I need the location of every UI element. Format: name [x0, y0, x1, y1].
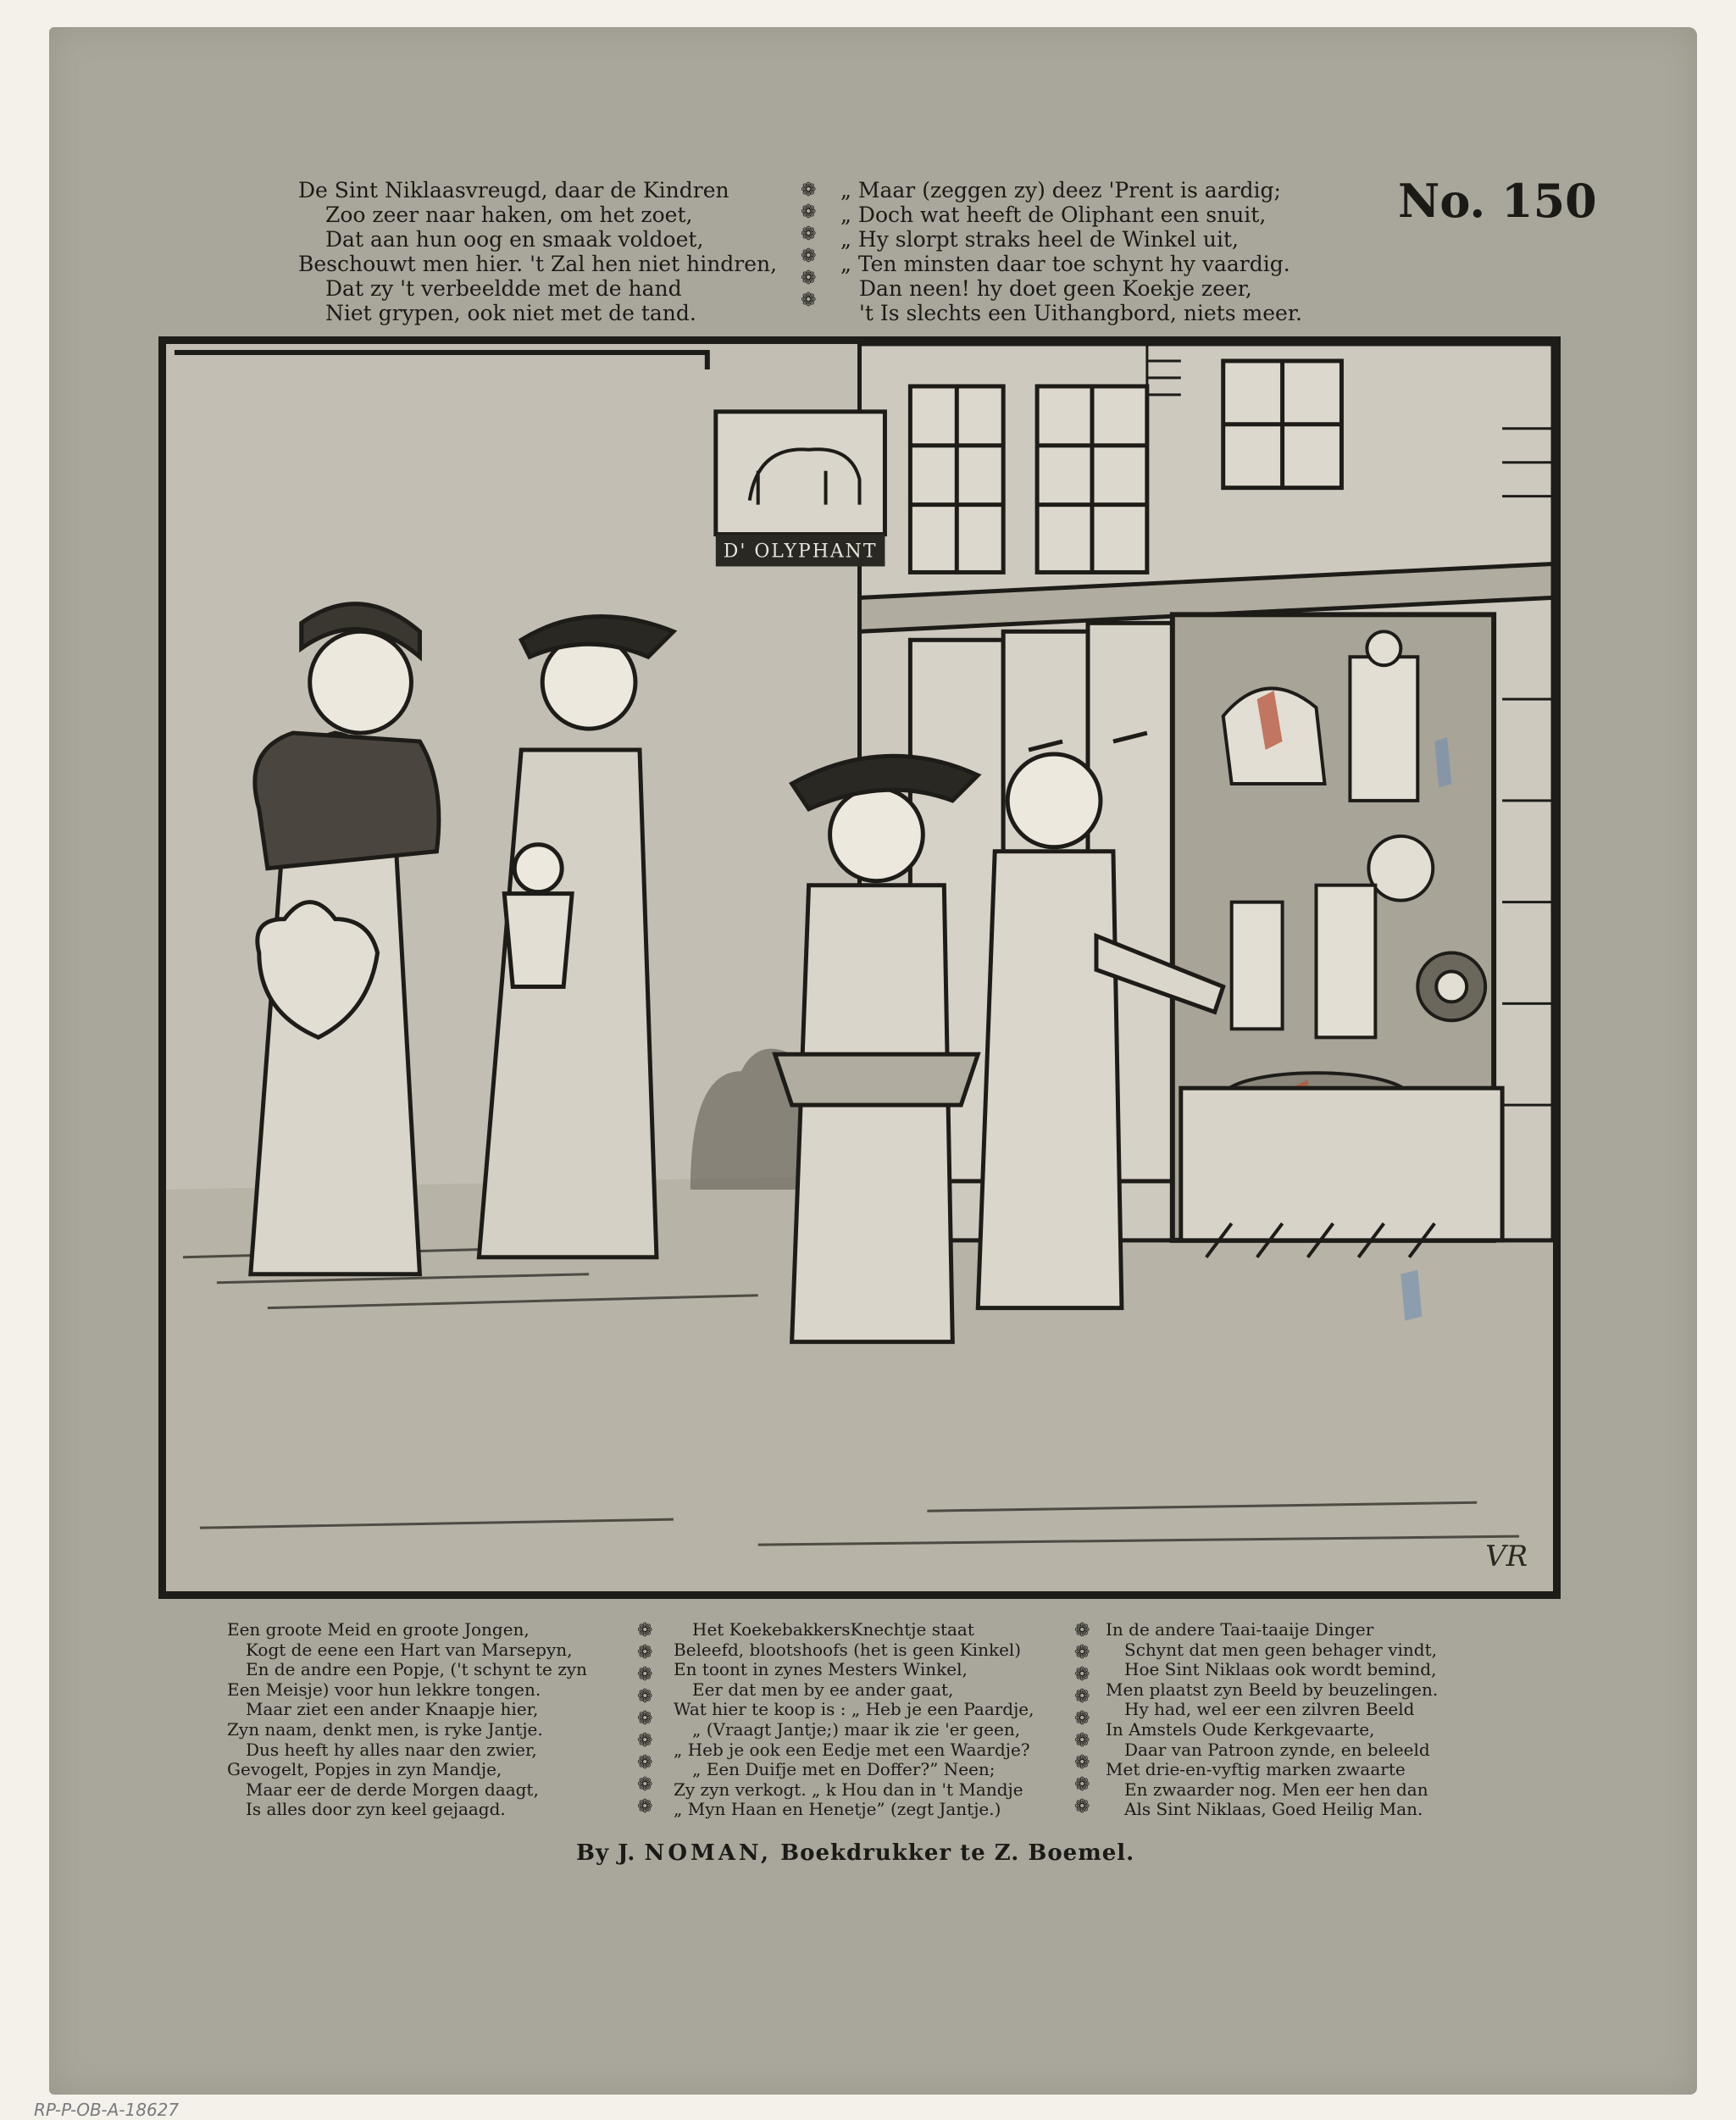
verse-line: Hy had, wel eer een zilvren Beeld: [1124, 1699, 1415, 1720]
flower-ornament-icon: ❁: [1074, 1774, 1090, 1795]
imprint-printer-name: NOMAN,: [644, 1840, 773, 1866]
flower-ornament-icon: ❁: [637, 1730, 653, 1751]
flower-ornament-icon: ❁: [1074, 1730, 1090, 1751]
verse-line: „ Ten minsten daar toe schynt hy vaardig.: [840, 252, 1290, 276]
verse-line: „ Maar (zeggen zy) deez 'Prent is aardig;: [840, 178, 1281, 203]
flower-ornament-icon: ❁: [637, 1774, 653, 1795]
verse-line: Hoe Sint Niklaas ook wordt bemind,: [1124, 1659, 1437, 1680]
verse-line: Beleefd, blootshoofs (het is geen Kinkel): [674, 1639, 1022, 1660]
verse-top-left: [298, 178, 777, 325]
flower-ornament-icon: ❁: [801, 290, 817, 311]
verse-line: Maar ziet een ander Knaapje hier,: [246, 1699, 539, 1720]
verse-line: Dan neen! hy doet geen Koekje zeer,: [859, 276, 1252, 301]
verse-line: Als Sint Niklaas, Goed Heilig Man.: [1124, 1799, 1423, 1820]
flower-ornament-icon: ❁: [1074, 1752, 1090, 1773]
verse-line: „ Myn Haan en Henetje” (zegt Jantje.): [674, 1799, 1001, 1820]
flower-ornament-icon: ❁: [1074, 1796, 1090, 1818]
verse-line: Dat zy 't verbeeldde met de hand: [325, 276, 682, 301]
flower-ornament-icon: ❁: [801, 180, 817, 201]
verse-line: In Amstels Oude Kerkgevaarte,: [1106, 1718, 1375, 1740]
verse-bottom-col3: [1106, 1620, 1438, 1820]
flower-ornament-icon: ❁: [1074, 1664, 1090, 1685]
sheet-number: No. 150: [1398, 174, 1597, 228]
verse-line: Kogt de eene een Hart van Marsepyn,: [246, 1639, 573, 1660]
verse-bottom-col1: [227, 1620, 587, 1820]
flower-ornament-column-bottom-2: [1074, 1620, 1090, 1818]
verse-line: Dat aan hun oog en smaak voldoet,: [325, 227, 704, 252]
flower-ornament-icon: ❁: [1074, 1620, 1090, 1641]
verse-line: „ (Vraagt Jantje;) maar ik zie 'er geen,: [692, 1718, 1021, 1740]
flower-ornament-icon: ❁: [1074, 1708, 1090, 1729]
verse-line: Zyn naam, denkt men, is ryke Jantje.: [227, 1718, 543, 1740]
flower-ornament-column-top: [801, 180, 816, 312]
verse-line: Beschouwt men hier. 't Zal hen niet hindren,: [298, 252, 778, 276]
verse-line: „ Een Duifje met en Doffer?” Neen;: [692, 1759, 996, 1780]
imprint-tail: Boekdrukker te Z. Boemel.: [780, 1840, 1135, 1866]
verse-line: Is alles door zyn keel gejaagd.: [246, 1799, 506, 1820]
verse-line: Met drie-en-vyftig marken zwaarte: [1106, 1759, 1406, 1780]
flower-ornament-icon: ❁: [801, 202, 817, 223]
flower-ornament-icon: ❁: [637, 1642, 653, 1663]
verse-line: In de andere Taai-taaije Dinger: [1106, 1619, 1374, 1640]
verse-line: En toont in zynes Mesters Winkel,: [674, 1659, 968, 1680]
shop-counter: [1181, 1088, 1502, 1240]
flower-ornament-icon: ❁: [1074, 1642, 1090, 1663]
verse-line: 't Is slechts een Uithangbord, niets meer.: [859, 301, 1302, 325]
flower-ornament-icon: ❁: [1074, 1686, 1090, 1707]
verse-line: Maar eer de derde Morgen daagt,: [246, 1779, 539, 1800]
flower-ornament-column-bottom-1: [637, 1620, 652, 1818]
verse-line: De Sint Niklaasvreugd, daar de Kindren: [298, 178, 729, 203]
verse-line: Zoo zeer naar haken, om het zoet,: [325, 203, 693, 227]
flower-ornament-icon: ❁: [637, 1620, 653, 1641]
verse-line: Zy zyn verkogt. „ k Hou dan in 't Mandje: [674, 1779, 1023, 1800]
flower-ornament-icon: ❁: [637, 1708, 653, 1729]
inventory-annotation: RP-P-OB-A-18627: [34, 2100, 180, 2120]
woodcut-scene: [166, 344, 1553, 1591]
flower-ornament-icon: ❁: [637, 1752, 653, 1773]
flower-ornament-icon: ❁: [801, 224, 817, 245]
verse-line: Gevogelt, Popjes in zyn Mandje,: [227, 1759, 502, 1780]
verse-line: Een Meisje) voor hun lekkre tongen.: [227, 1679, 541, 1700]
verse-line: Wat hier te koop is : „ Heb je een Paardje,: [674, 1699, 1034, 1720]
artist-monogram: VR: [1485, 1540, 1528, 1574]
verse-line: En zwaarder nog. Men eer hen dan: [1124, 1779, 1428, 1800]
verse-line: Het KoekebakkersKnechtje staat: [692, 1619, 974, 1640]
flower-ornament-icon: ❁: [637, 1664, 653, 1685]
verse-bottom-col2: [674, 1620, 1034, 1820]
printer-imprint: [576, 1840, 1134, 1866]
verse-line: Eer dat men by ee ander gaat,: [692, 1679, 954, 1700]
imprint-lead: By J.: [576, 1840, 636, 1866]
verse-line: Een groote Meid en groote Jongen,: [227, 1619, 530, 1640]
verse-line: „ Heb je ook een Eedje met een Waardje?: [674, 1739, 1030, 1760]
verse-top-right: [840, 178, 1302, 325]
verse-line: „ Hy slorpt straks heel de Winkel uit,: [840, 227, 1239, 252]
verse-line: Schynt dat men geen behager vindt,: [1124, 1639, 1438, 1660]
flower-ornament-icon: ❁: [637, 1796, 653, 1818]
shop-sign-label: D' OLYPHANT: [723, 541, 878, 563]
flower-ornament-icon: ❁: [801, 246, 817, 267]
shop-sign: [716, 412, 885, 567]
verse-line: „ Doch wat heeft de Oliphant een snuit,: [840, 203, 1267, 227]
flower-ornament-icon: ❁: [637, 1686, 653, 1707]
basket: [775, 1054, 979, 1105]
verse-line: Niet grypen, ook niet met de tand.: [325, 301, 696, 325]
verse-line: Daar van Patroon zynde, en beleeld: [1124, 1739, 1430, 1760]
woodcut-illustration: [158, 336, 1561, 1599]
verse-line: En de andre een Popje, ('t schynt te zyn: [246, 1659, 587, 1680]
verse-line: Dus heeft hy alles naar den zwier,: [246, 1739, 537, 1760]
flower-ornament-icon: ❁: [801, 268, 817, 289]
verse-line: Men plaatst zyn Beeld by beuzelingen.: [1106, 1679, 1439, 1700]
